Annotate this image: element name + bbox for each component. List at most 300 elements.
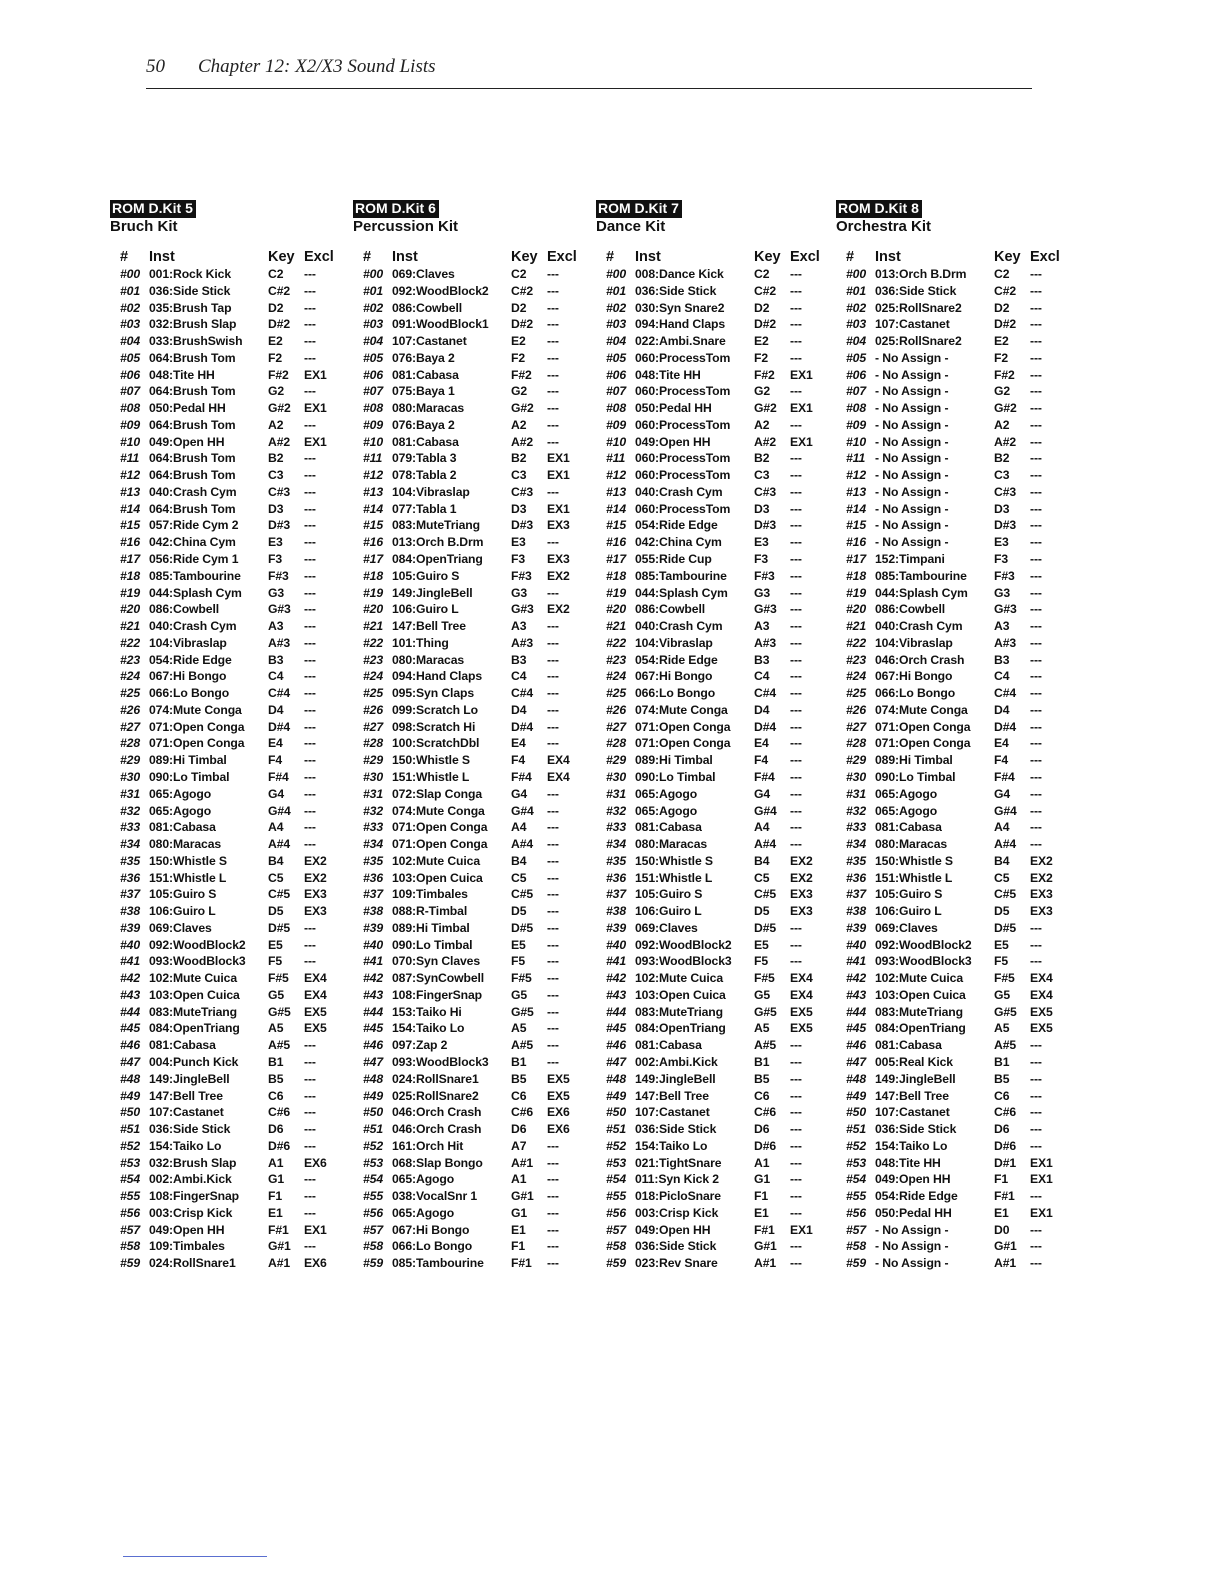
table-row xyxy=(836,450,1076,467)
table-row xyxy=(836,819,1076,836)
cell-num: #31 xyxy=(846,786,867,801)
cell-inst: 080:Maracas xyxy=(392,652,465,667)
cell-excl: --- xyxy=(790,300,802,315)
cell-num: #29 xyxy=(363,753,384,768)
cell-num: #48 xyxy=(846,1071,867,1086)
cell-num: #14 xyxy=(363,501,384,516)
cell-inst: 024:RollSnare1 xyxy=(392,1071,479,1086)
table-row xyxy=(596,1255,836,1272)
table-row xyxy=(353,417,593,434)
table-row xyxy=(353,517,593,534)
cell-key: D5 xyxy=(511,904,527,919)
cell-excl: --- xyxy=(790,954,802,969)
cell-excl: --- xyxy=(304,820,316,835)
cell-inst: 008:Dance Kick xyxy=(635,267,724,281)
cell-key: B1 xyxy=(511,1054,527,1069)
cell-inst: 090:Lo Timbal xyxy=(875,769,956,784)
cell-inst: 060:ProcessTom xyxy=(635,417,731,432)
table-row xyxy=(110,283,350,300)
cell-num: #59 xyxy=(120,1256,141,1271)
cell-num: #32 xyxy=(846,803,867,818)
cell-num: #13 xyxy=(120,484,141,499)
cell-num: #21 xyxy=(846,619,867,634)
cell-key: A#5 xyxy=(994,1038,1017,1053)
cell-key: G4 xyxy=(511,786,528,801)
cell-key: C4 xyxy=(268,669,284,684)
cell-inst: 109:Timbales xyxy=(149,1239,225,1254)
cell-excl: --- xyxy=(790,619,802,634)
table-row xyxy=(596,769,836,786)
cell-excl: EX1 xyxy=(304,1222,327,1237)
cell-num: #56 xyxy=(846,1205,867,1220)
cell-inst: 083:MuteTriang xyxy=(875,1004,963,1019)
table-row xyxy=(110,367,350,384)
table-row xyxy=(110,920,350,937)
cell-inst: 083:MuteTriang xyxy=(149,1004,237,1019)
cell-excl: --- xyxy=(547,1004,559,1019)
cell-excl: --- xyxy=(304,686,316,701)
cell-excl: EX6 xyxy=(304,1256,327,1271)
cell-num: #02 xyxy=(120,300,141,315)
table-row xyxy=(596,970,836,987)
cell-inst: 154:Taiko Lo xyxy=(392,1021,465,1036)
table-row xyxy=(353,367,593,384)
cell-inst: 102:Mute Cuica xyxy=(875,971,964,986)
cell-inst: 054:Ride Edge xyxy=(149,652,232,667)
table-row xyxy=(596,316,836,333)
cell-key: E1 xyxy=(511,1222,526,1237)
cell-inst: 066:Lo Bongo xyxy=(635,686,716,701)
cell-num: #09 xyxy=(363,417,384,432)
col-excl-header: Excl xyxy=(790,249,820,265)
cell-inst: 102:Mute Cuica xyxy=(635,971,724,986)
table-row xyxy=(353,1104,593,1121)
cell-key: G3 xyxy=(754,585,771,600)
cell-key: D3 xyxy=(754,501,770,516)
table-row xyxy=(353,1155,593,1172)
cell-excl: EX4 xyxy=(1030,987,1053,1002)
cell-key: F3 xyxy=(994,552,1009,567)
cell-inst: 004:Punch Kick xyxy=(149,1054,239,1069)
cell-num: #19 xyxy=(846,585,867,600)
table-row xyxy=(596,786,836,803)
cell-excl: --- xyxy=(547,719,559,734)
cell-key: A5 xyxy=(511,1021,527,1036)
cell-num: #49 xyxy=(120,1088,141,1103)
cell-num: #24 xyxy=(363,669,384,684)
cell-key: B2 xyxy=(754,451,770,466)
table-row xyxy=(596,937,836,954)
cell-num: #28 xyxy=(846,736,867,751)
cell-excl: EX4 xyxy=(547,769,570,784)
cell-key: D#4 xyxy=(268,719,291,734)
cell-key: E5 xyxy=(511,937,526,952)
cell-excl: --- xyxy=(304,501,316,516)
cell-excl: --- xyxy=(304,484,316,499)
table-row xyxy=(836,1188,1076,1205)
cell-excl: --- xyxy=(547,417,559,432)
cell-excl: --- xyxy=(1030,568,1042,583)
cell-inst: 065:Agogo xyxy=(635,803,698,818)
cell-inst: 071:Open Conga xyxy=(392,837,488,852)
cell-num: #59 xyxy=(606,1256,627,1271)
cell-inst: 065:Agogo xyxy=(392,1172,455,1187)
cell-inst: 060:ProcessTom xyxy=(635,384,731,399)
table-row xyxy=(836,1121,1076,1138)
cell-inst: 064:Brush Tom xyxy=(149,417,236,432)
cell-key: C5 xyxy=(754,870,770,885)
cell-inst: 147:Bell Tree xyxy=(149,1088,223,1103)
cell-excl: EX4 xyxy=(304,987,327,1002)
cell-num: #01 xyxy=(120,283,141,298)
cell-key: D#3 xyxy=(268,518,291,533)
cell-num: #21 xyxy=(606,619,627,634)
table-row xyxy=(836,501,1076,518)
cell-key: A1 xyxy=(754,1155,770,1170)
cell-excl: EX2 xyxy=(790,870,813,885)
table-row xyxy=(110,383,350,400)
table-row xyxy=(836,886,1076,903)
cell-num: #25 xyxy=(606,686,627,701)
cell-key: E5 xyxy=(268,937,283,952)
cell-inst: 046:Orch Crash xyxy=(875,652,965,667)
cell-num: #15 xyxy=(846,518,867,533)
table-row xyxy=(353,283,593,300)
cell-inst: 094:Hand Claps xyxy=(635,317,726,332)
cell-num: #11 xyxy=(846,451,866,466)
cell-excl: --- xyxy=(547,300,559,315)
cell-num: #27 xyxy=(606,719,627,734)
kit-table xyxy=(596,200,836,1272)
cell-key: D6 xyxy=(994,1122,1010,1137)
table-row xyxy=(836,652,1076,669)
table-row xyxy=(836,333,1076,350)
cell-num: #18 xyxy=(120,568,141,583)
cell-key: G2 xyxy=(511,384,528,399)
cell-inst: - No Assign - xyxy=(875,451,949,466)
table-row xyxy=(836,601,1076,618)
table-row xyxy=(110,702,350,719)
table-row xyxy=(836,1171,1076,1188)
cell-key: C#5 xyxy=(511,887,534,902)
cell-inst: 153:Taiko Hi xyxy=(392,1004,462,1019)
cell-excl: --- xyxy=(304,1189,316,1204)
cell-num: #22 xyxy=(606,635,627,650)
cell-key: F#3 xyxy=(268,568,289,583)
cell-excl: EX4 xyxy=(790,971,813,986)
cell-inst: 085:Tambourine xyxy=(149,568,241,583)
cell-key: E1 xyxy=(994,1205,1009,1220)
table-row xyxy=(836,870,1076,887)
cell-num: #16 xyxy=(846,535,867,550)
cell-excl: --- xyxy=(547,350,559,365)
cell-excl: --- xyxy=(304,602,316,617)
cell-key: C#3 xyxy=(754,484,777,499)
cell-num: #57 xyxy=(606,1222,627,1237)
cell-inst: 106:Guiro L xyxy=(635,904,702,919)
cell-num: #22 xyxy=(846,635,867,650)
cell-num: #52 xyxy=(120,1138,141,1153)
cell-excl: --- xyxy=(547,1172,559,1187)
cell-excl: --- xyxy=(1030,518,1042,533)
cell-num: #01 xyxy=(363,283,384,298)
cell-excl: --- xyxy=(1030,719,1042,734)
cell-excl: --- xyxy=(790,803,802,818)
cell-excl: --- xyxy=(547,669,559,684)
table-row xyxy=(353,635,593,652)
cell-inst: 044:Splash Cym xyxy=(149,585,242,600)
cell-inst: 060:ProcessTom xyxy=(635,468,731,483)
cell-inst: 085:Tambourine xyxy=(635,568,727,583)
cell-num: #09 xyxy=(120,417,141,432)
table-row xyxy=(596,1020,836,1037)
cell-key: F3 xyxy=(268,552,283,567)
cell-excl: --- xyxy=(1030,468,1042,483)
cell-excl: --- xyxy=(547,937,559,952)
cell-key: F#4 xyxy=(754,769,775,784)
cell-num: #40 xyxy=(606,937,627,952)
cell-inst: 064:Brush Tom xyxy=(149,468,236,483)
cell-excl: EX6 xyxy=(304,1155,327,1170)
cell-excl: --- xyxy=(1030,484,1042,499)
table-row xyxy=(110,668,350,685)
table-row xyxy=(596,1238,836,1255)
cell-inst: 086:Cowbell xyxy=(635,602,706,617)
cell-excl: --- xyxy=(547,904,559,919)
cell-inst: 074:Mute Conga xyxy=(392,803,485,818)
cell-num: #08 xyxy=(606,401,627,416)
cell-key: E4 xyxy=(511,736,526,751)
kit-name: Percussion Kit xyxy=(353,218,459,235)
table-row xyxy=(836,1205,1076,1222)
cell-num: #42 xyxy=(846,971,867,986)
table-row xyxy=(110,719,350,736)
cell-key: B4 xyxy=(994,853,1010,868)
cell-excl: --- xyxy=(304,954,316,969)
cell-key: D#6 xyxy=(754,1138,777,1153)
cell-num: #17 xyxy=(120,552,141,567)
cell-key: F4 xyxy=(268,753,283,768)
cell-num: #06 xyxy=(606,367,627,382)
cell-inst: 050:Pedal HH xyxy=(875,1205,952,1220)
cell-num: #20 xyxy=(120,602,141,617)
cell-inst: 065:Agogo xyxy=(149,786,212,801)
cell-num: #55 xyxy=(606,1189,627,1204)
cell-inst: 161:Orch Hit xyxy=(392,1138,464,1153)
cell-excl: EX6 xyxy=(547,1105,570,1120)
table-row xyxy=(110,400,350,417)
cell-key: F2 xyxy=(268,350,283,365)
cell-num: #58 xyxy=(606,1239,627,1254)
cell-excl: --- xyxy=(304,920,316,935)
cell-num: #45 xyxy=(363,1021,384,1036)
cell-inst: 108:FingerSnap xyxy=(149,1189,240,1204)
cell-key: C5 xyxy=(268,870,284,885)
cell-key: D2 xyxy=(268,300,284,315)
cell-excl: --- xyxy=(1030,1105,1042,1120)
cell-key: C#4 xyxy=(754,686,777,701)
table-row xyxy=(110,534,350,551)
cell-key: A#4 xyxy=(268,837,291,852)
table-row xyxy=(110,735,350,752)
cell-key: B5 xyxy=(994,1071,1010,1086)
table-row xyxy=(110,635,350,652)
kit-badge: ROM D.Kit 7 xyxy=(596,200,682,218)
cell-inst: 087:SynCowbell xyxy=(392,971,485,986)
cell-inst: 066:Lo Bongo xyxy=(875,686,956,701)
cell-num: #26 xyxy=(846,702,867,717)
cell-excl: EX5 xyxy=(547,1071,570,1086)
cell-num: #17 xyxy=(846,552,867,567)
cell-excl: --- xyxy=(547,585,559,600)
table-row xyxy=(596,752,836,769)
cell-inst: 030:Syn Snare2 xyxy=(635,300,725,315)
cell-inst: 154:Taiko Lo xyxy=(635,1138,708,1153)
cell-key: B2 xyxy=(511,451,527,466)
cell-num: #57 xyxy=(363,1222,384,1237)
cell-inst: 147:Bell Tree xyxy=(635,1088,709,1103)
cell-excl: --- xyxy=(547,803,559,818)
cell-num: #33 xyxy=(606,820,627,835)
cell-num: #03 xyxy=(363,317,384,332)
cell-key: A5 xyxy=(994,1021,1010,1036)
cell-excl: --- xyxy=(790,317,802,332)
cell-excl: --- xyxy=(1030,317,1042,332)
cell-excl: --- xyxy=(790,1239,802,1254)
cell-key: F1 xyxy=(268,1189,283,1204)
cell-num: #00 xyxy=(846,267,867,281)
cell-num: #38 xyxy=(606,904,627,919)
cell-inst: 049:Open HH xyxy=(635,434,711,449)
table-row xyxy=(836,786,1076,803)
table-row xyxy=(353,953,593,970)
cell-inst: 055:Ride Cup xyxy=(635,552,712,567)
cell-num: #41 xyxy=(120,954,141,969)
cell-key: E2 xyxy=(268,334,283,349)
cell-key: D#6 xyxy=(994,1138,1017,1153)
cell-excl: --- xyxy=(304,317,316,332)
cell-key: F5 xyxy=(268,954,283,969)
cell-inst: - No Assign - xyxy=(875,518,949,533)
cell-num: #48 xyxy=(606,1071,627,1086)
cell-excl: --- xyxy=(1030,652,1042,667)
cell-num: #00 xyxy=(120,267,141,281)
cell-num: #04 xyxy=(846,334,867,349)
cell-inst: 106:Guiro L xyxy=(392,602,459,617)
cell-excl: --- xyxy=(790,501,802,516)
cell-inst: 066:Lo Bongo xyxy=(392,1239,473,1254)
cell-key: G#3 xyxy=(511,602,534,617)
cell-excl: --- xyxy=(1030,401,1042,416)
cell-excl: --- xyxy=(547,1155,559,1170)
table-row xyxy=(110,618,350,635)
cell-key: G#4 xyxy=(268,803,291,818)
cell-excl: EX1 xyxy=(1030,1205,1053,1220)
table-row xyxy=(836,1138,1076,1155)
table-row xyxy=(110,601,350,618)
table-row xyxy=(110,517,350,534)
cell-inst: 078:Tabla 2 xyxy=(392,468,457,483)
col-excl-header: Excl xyxy=(304,249,334,265)
cell-excl: --- xyxy=(790,468,802,483)
cell-inst: 056:Ride Cym 1 xyxy=(149,552,239,567)
kit-table xyxy=(110,200,350,1272)
cell-num: #47 xyxy=(606,1054,627,1069)
cell-num: #58 xyxy=(120,1239,141,1254)
cell-excl: --- xyxy=(304,702,316,717)
cell-key: E3 xyxy=(268,535,283,550)
table-row xyxy=(110,1054,350,1071)
cell-key: G1 xyxy=(754,1172,771,1187)
cell-key: A4 xyxy=(994,820,1010,835)
cell-num: #44 xyxy=(120,1004,141,1019)
cell-inst: 080:Maracas xyxy=(149,837,222,852)
cell-num: #46 xyxy=(606,1038,627,1053)
cell-num: #35 xyxy=(846,853,867,868)
cell-inst: 089:Hi Timbal xyxy=(635,753,713,768)
cell-key: B3 xyxy=(511,652,527,667)
cell-inst: 076:Baya 2 xyxy=(392,350,455,365)
table-row xyxy=(596,1138,836,1155)
cell-key: F1 xyxy=(994,1172,1009,1187)
cell-key: D#5 xyxy=(268,920,291,935)
cell-key: C#3 xyxy=(511,484,534,499)
cell-excl: --- xyxy=(1030,501,1042,516)
cell-excl: --- xyxy=(547,652,559,667)
table-row xyxy=(353,568,593,585)
table-row xyxy=(596,1054,836,1071)
table-row xyxy=(836,316,1076,333)
cell-num: #34 xyxy=(606,837,627,852)
cell-excl: --- xyxy=(790,820,802,835)
cell-inst: 011:Syn Kick 2 xyxy=(635,1172,719,1187)
cell-excl: --- xyxy=(547,1205,559,1220)
cell-num: #44 xyxy=(363,1004,384,1019)
cell-inst: 071:Open Conga xyxy=(635,736,731,751)
cell-inst: 050:Pedal HH xyxy=(149,401,226,416)
cell-key: B5 xyxy=(511,1071,527,1086)
cell-key: F#5 xyxy=(994,971,1015,986)
cell-excl: --- xyxy=(790,920,802,935)
cell-key: C#2 xyxy=(994,283,1017,298)
cell-inst: 090:Lo Timbal xyxy=(149,769,230,784)
table-row xyxy=(110,1138,350,1155)
cell-key: E2 xyxy=(754,334,769,349)
cell-excl: --- xyxy=(1030,920,1042,935)
cell-num: #59 xyxy=(363,1256,384,1271)
table-row xyxy=(110,300,350,317)
table-row xyxy=(110,333,350,350)
cell-inst: 088:R-Timbal xyxy=(392,904,468,919)
cell-inst: 025:RollSnare2 xyxy=(392,1088,479,1103)
table-row xyxy=(836,383,1076,400)
cell-inst: 048:Tite HH xyxy=(149,367,215,382)
cell-inst: 149:JingleBell xyxy=(875,1071,956,1086)
cell-excl: --- xyxy=(547,702,559,717)
cell-excl: --- xyxy=(304,669,316,684)
table-row xyxy=(353,467,593,484)
cell-num: #26 xyxy=(363,702,384,717)
table-row xyxy=(353,350,593,367)
cell-num: #17 xyxy=(606,552,627,567)
cell-key: G#5 xyxy=(754,1004,777,1019)
cell-excl: --- xyxy=(1030,786,1042,801)
cell-excl: --- xyxy=(304,1239,316,1254)
cell-inst: 069:Claves xyxy=(149,920,212,935)
cell-key: B4 xyxy=(268,853,284,868)
cell-inst: 071:Open Conga xyxy=(875,719,971,734)
cell-num: #19 xyxy=(363,585,384,600)
